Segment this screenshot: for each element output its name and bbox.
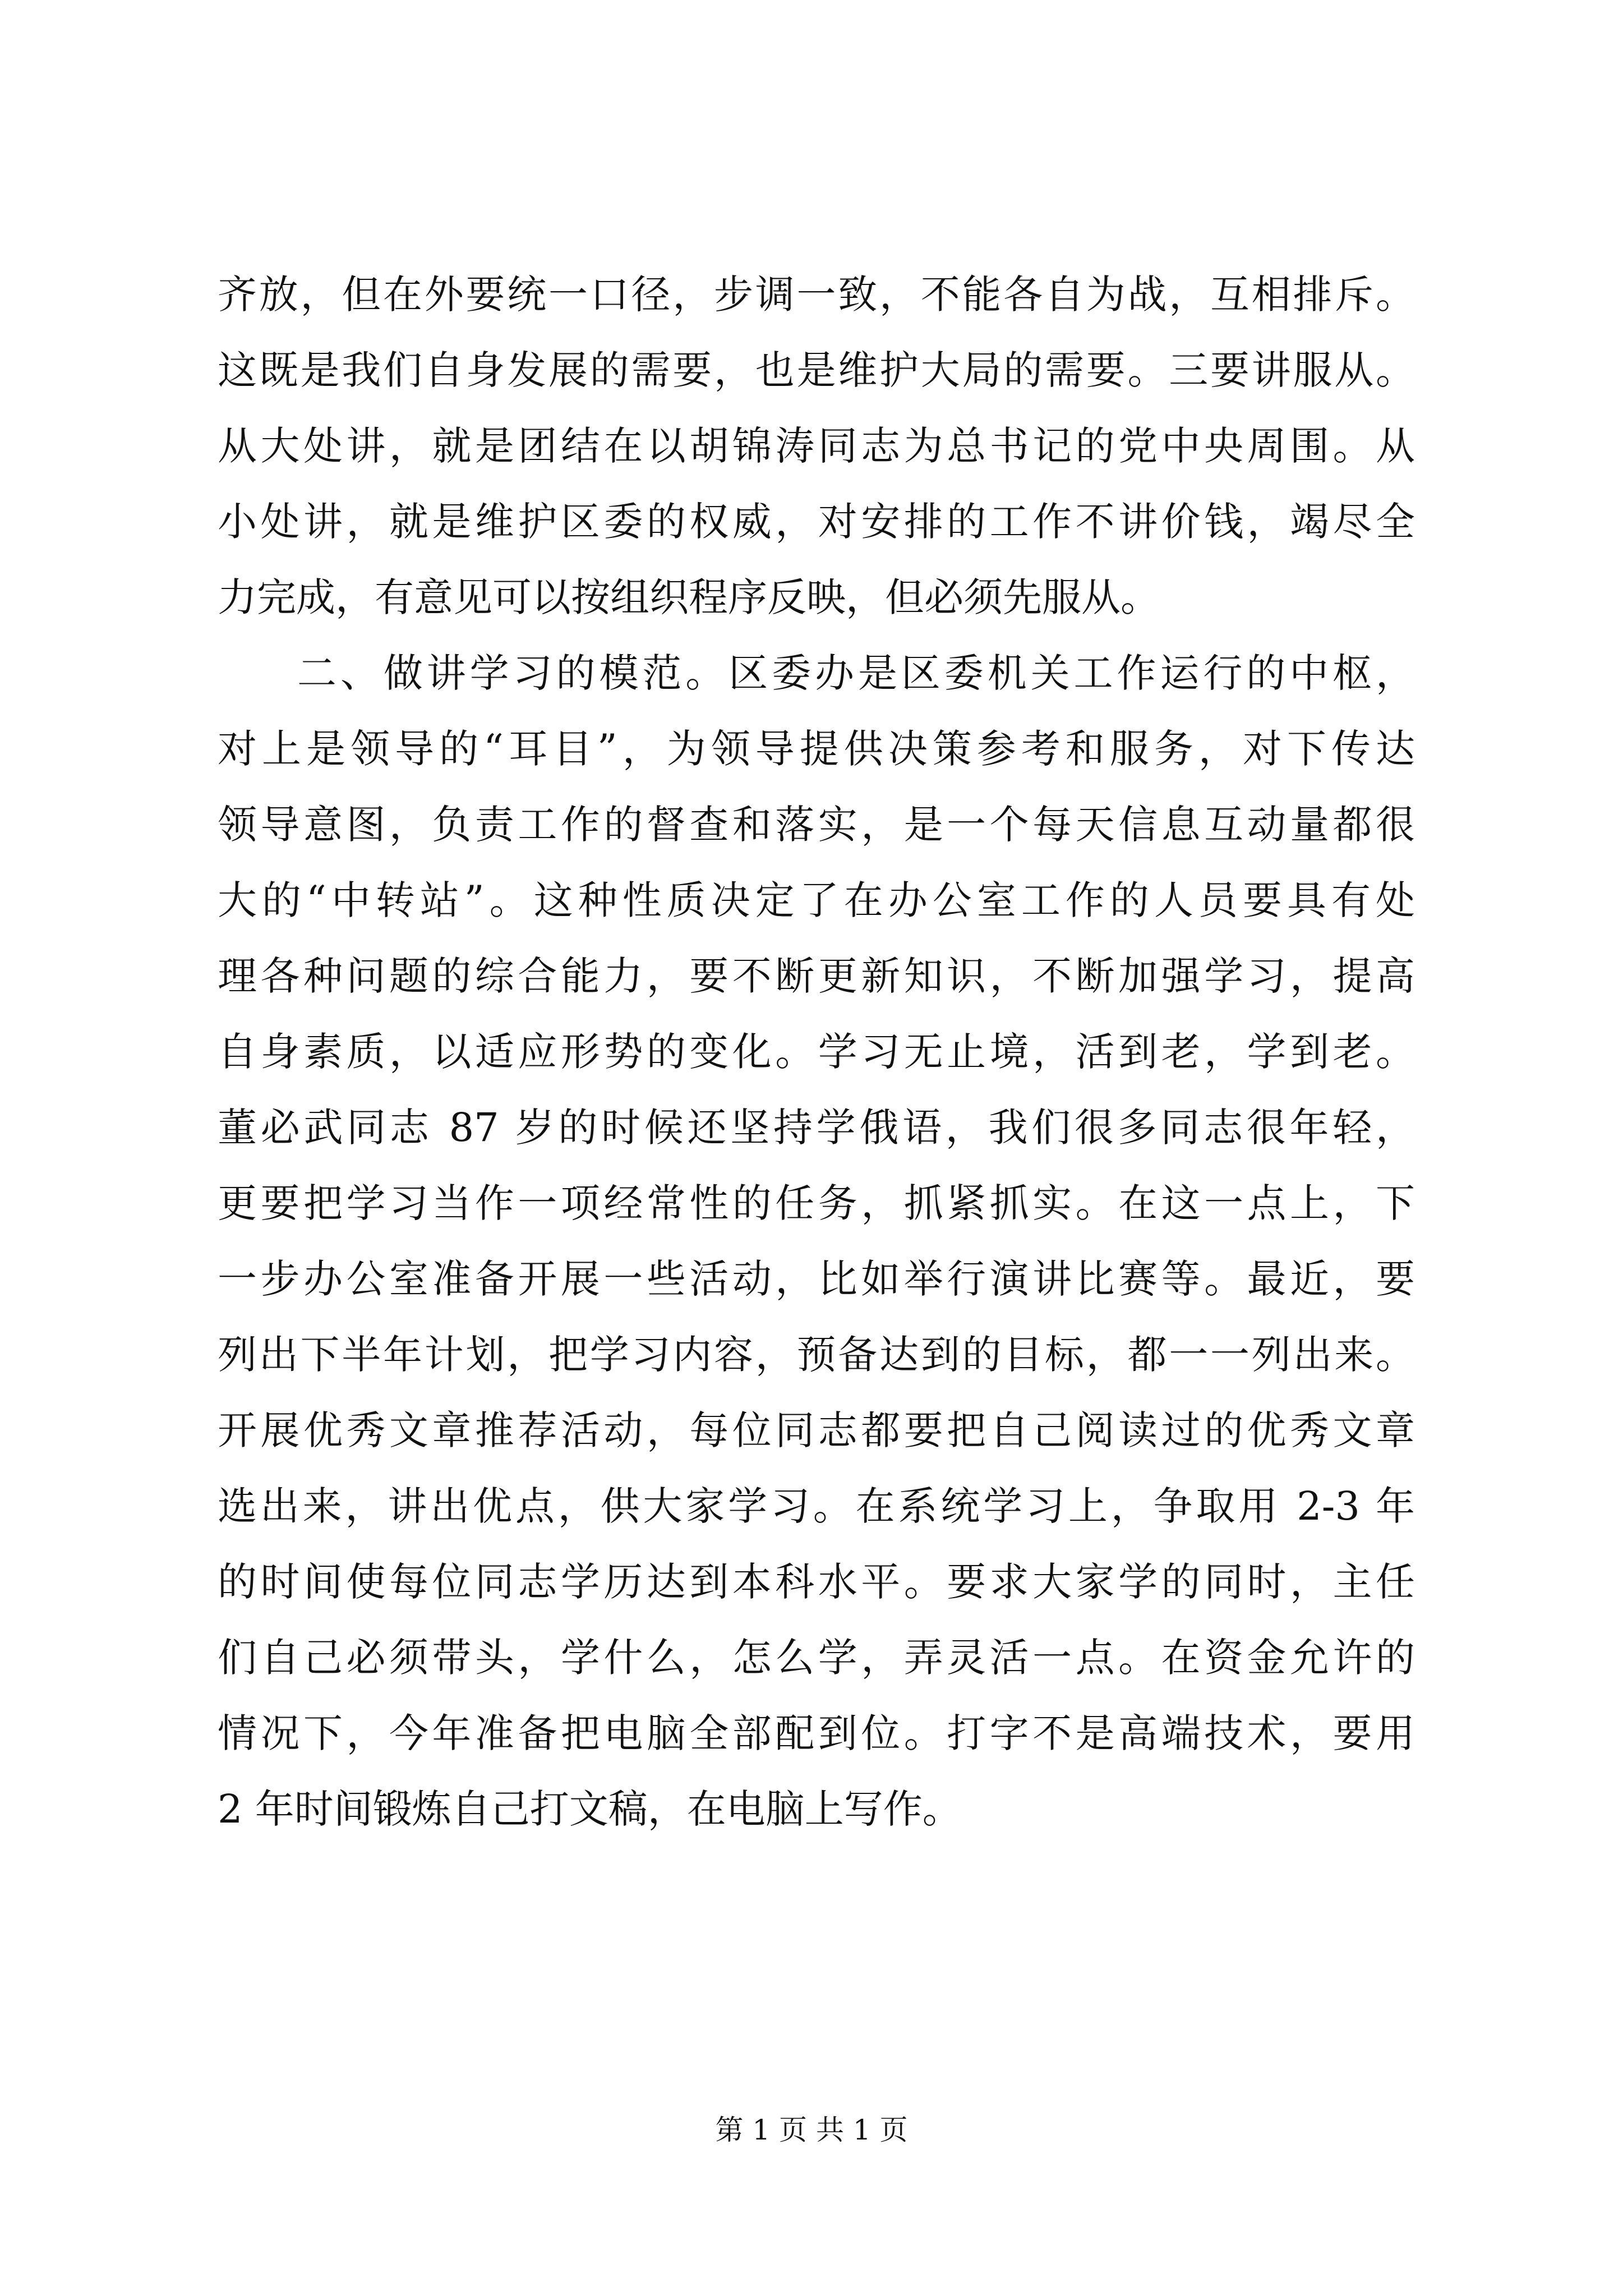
paragraph-start-line: 二、做讲学习的模范。区委办是区委机关工作运行的中枢，: [297, 650, 1415, 696]
text-line: 力完成，有意见可以按组织程序反映，但必须先服从。: [218, 574, 1160, 620]
text-line: 自身素质，以适应形势的变化。学习无止境，活到老，学到老。: [218, 1029, 1415, 1075]
text-line: 开展优秀文章推荐活动，每位同志都要把自己阅读过的优秀文章: [218, 1407, 1415, 1453]
text-line: 对上是领导的“耳目”，为领导提供决策参考和服务，对下传达: [218, 726, 1415, 772]
text-line: 更要把学习当作一项经常性的任务，抓紧抓实。在这一点上，下: [218, 1180, 1415, 1226]
text-line: 大的“中转站”。这种性质决定了在办公室工作的人员要具有处: [218, 877, 1415, 923]
text-line: 小处讲，就是维护区委的权威，对安排的工作不讲价钱，竭尽全: [218, 499, 1415, 545]
text-line: 董必武同志 87 岁的时候还坚持学俄语，我们很多同志很年轻，: [218, 1105, 1415, 1151]
text-line: 情况下，今年准备把电脑全部配到位。打字不是高端技术，要用: [218, 1710, 1415, 1756]
text-line: 们自己必须带头，学什么，怎么学，弄灵活一点。在资金允许的: [218, 1635, 1415, 1681]
text-line: 2 年时间锻炼自己打文稿，在电脑上写作。: [218, 1786, 962, 1832]
text-line: 领导意图，负责工作的督查和落实，是一个每天信息互动量都很: [218, 802, 1415, 848]
body-text: [218, 257, 1415, 1847]
text-line: 一步办公室准备开展一些活动，比如举行演讲比赛等。最近，要: [218, 1256, 1415, 1302]
text-line: 齐放，但在外要统一口径，步调一致，不能各自为战，互相排斥。: [218, 272, 1415, 318]
text-line: 选出来，讲出优点，供大家学习。在系统学习上，争取用 2-3 年: [218, 1483, 1415, 1529]
page-footer: 第 1 页 共 1 页: [715, 2114, 908, 2146]
text-line: 理各种问题的综合能力，要不断更新知识，不断加强学习，提高: [218, 953, 1415, 999]
text-line: 列出下半年计划，把学习内容，预备达到的目标，都一一列出来。: [218, 1332, 1415, 1378]
text-line: 从大处讲，就是团结在以胡锦涛同志为总书记的党中央周围。从: [218, 423, 1415, 469]
text-line: 的时间使每位同志学历达到本科水平。要求大家学的同时，主任: [218, 1559, 1415, 1605]
text-line: 这既是我们自身发展的需要，也是维护大局的需要。三要讲服从。: [218, 347, 1415, 393]
